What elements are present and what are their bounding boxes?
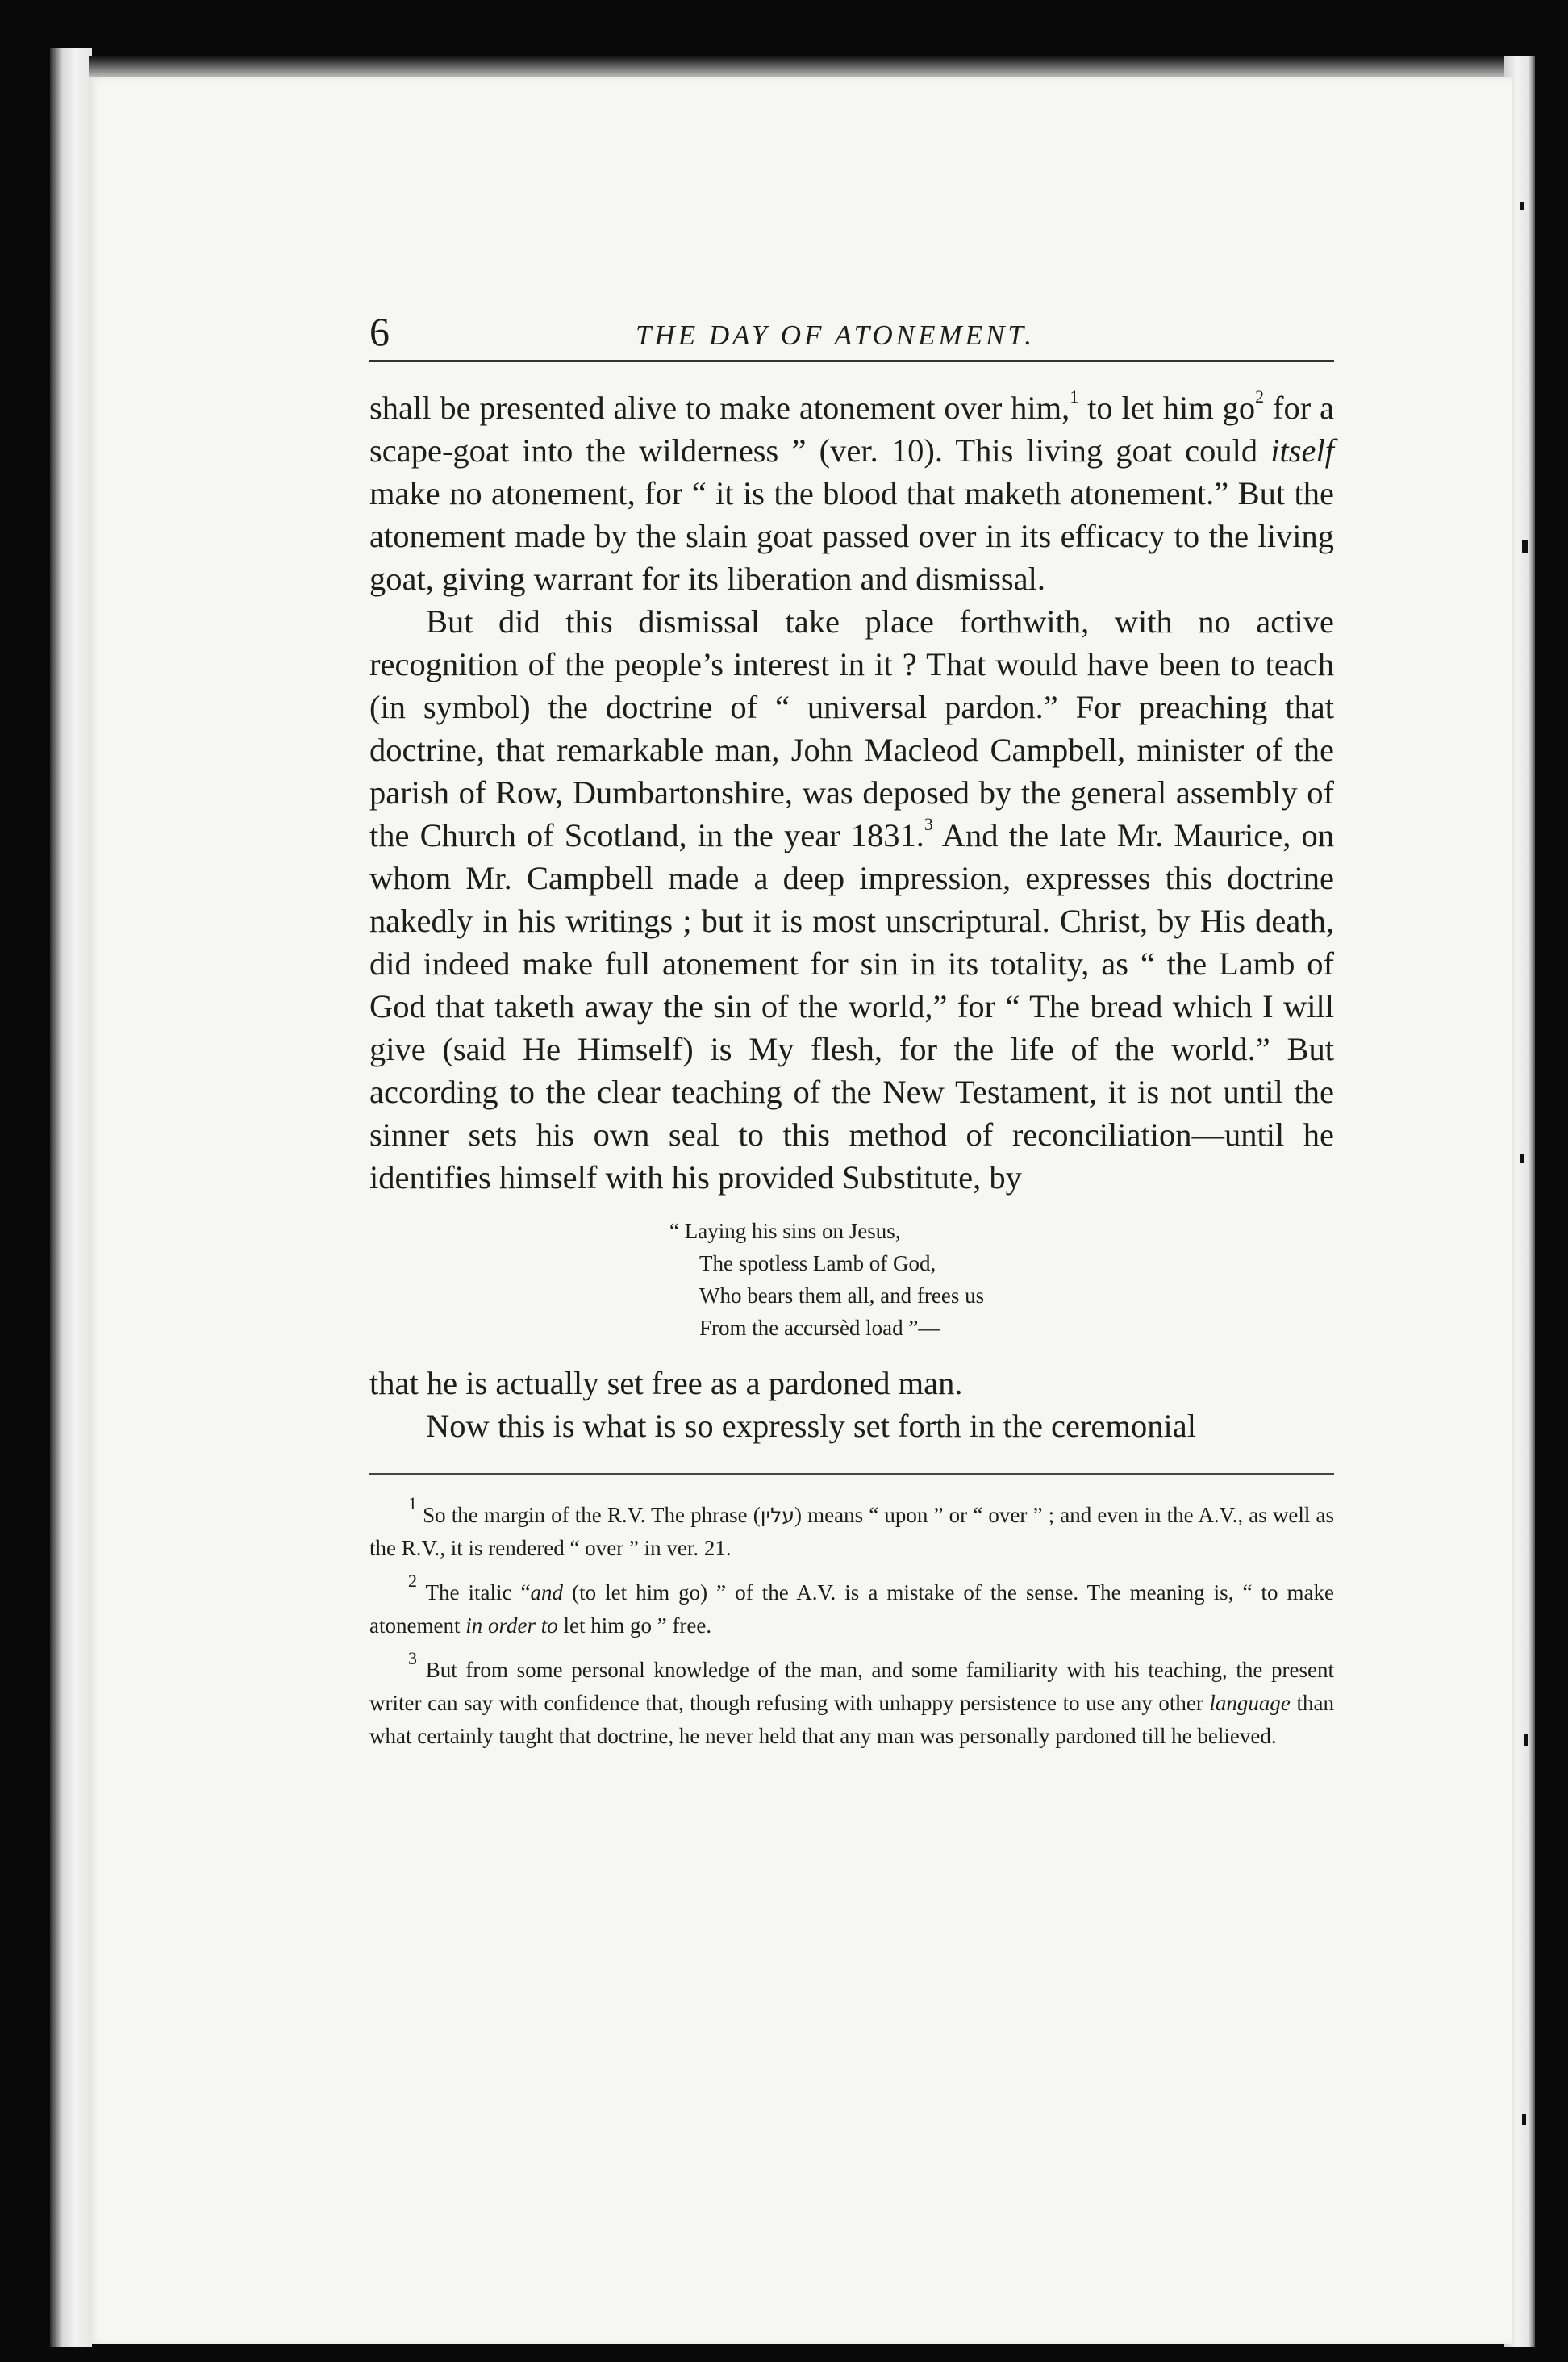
page-number: 6 [369,309,390,354]
paragraph-4: Now this is what is so expressly set forth in the ceremonial [426,1408,1196,1444]
paragraph-2 [369,600,1334,1199]
page-header [369,303,1334,362]
footnote-ref-3: 3 [924,813,933,834]
footnote-2-text-a: The italic “ [417,1580,531,1605]
hebrew-word: עלין [760,1504,794,1527]
verse-line-4: From the accursèd load ”— [699,1316,940,1340]
footnote-1-text-a: So the margin of the R.V. The phrase ( [417,1503,761,1527]
footnote-1-mark: 1 [408,1493,417,1513]
footnote-2-text-b: (to let him go) ” of the A.V. is a mistake of the sense. The meaning is, “ to make atonement [369,1580,1334,1638]
p2-text-a: But did this dismissal take place forthwith, with no active recognition of the people’s interest in it ? That would have been to teach (in symbol) the doctrine of “ universal pardon.” For preaching that doctrine, that remarkable man, John Macleod Campbell, minister of the parish of Row, Dumbartonshire, was deposed by the general assembly of the Church of Scotland, in the year 1831. [369,603,1334,853]
verse-line-2: The spotless Lamb of God, [699,1251,936,1275]
footnote-2-text-c: let him go ” free. [557,1613,712,1638]
footnote-2-italic-2: in order to [465,1613,558,1638]
footnote-ref-1: 1 [1070,386,1079,407]
left-page-edge [50,48,92,2347]
p1-text-a: shall be presented alive to make atonement over him, [369,390,1070,426]
hymn-quotation [669,1215,1334,1344]
p1-text-c: for a scape-goat into the wilderness ” (ver. 10). This living goat could [369,390,1334,469]
page-sheet [89,77,1512,2344]
paragraph-3: that he is actually set free as a pardoned man. [369,1365,963,1401]
body-text [369,386,1334,1447]
page-content [369,303,1334,1764]
p2-text-b: And the late Mr. Maurice, on whom Mr. Campbell made a deep impression, expresses this doctrine nakedly in his writings ; but it is most unscriptural. Christ, by His death, did indeed make full atonement for sin in its totality, as “ the Lamb of God that taketh away the sin of the world,” for “ The bread which I will give (said He Himself) is My flesh, for the life of the world.” But according to the clear teaching of the New Testament, it is not until the sinner sets his own seal to this method of reconciliation—until he identifies himself with his provided Substitute, by [369,817,1334,1196]
footnote-2 [369,1571,1334,1642]
paragraph-1 [369,386,1334,600]
footnote-1 [369,1493,1334,1565]
p1-italic: itself [1270,432,1334,469]
footnote-3-text-a: But from some personal knowledge of the man, and some familiarity with his teaching, the present writer can say with confidence that, though refusing with unhappy persistence to use any other [369,1658,1334,1715]
footnote-2-italic-1: and [530,1580,564,1605]
footnote-3 [369,1648,1334,1753]
footnote-2-mark: 2 [408,1571,417,1591]
footnote-ref-2: 2 [1255,386,1265,407]
verse-line-3: Who bears them all, and frees us [699,1283,985,1308]
p1-text-b: to let him go [1078,390,1256,426]
footnote-3-italic: language [1209,1691,1291,1715]
footnote-1-text-b: ) means “ upon ” or “ over ” ; and even in the A.V., as well as the R.V., it is rendered “ over ” in ver. 21. [369,1503,1334,1560]
footnote-3-text-b: than what certainly taught that doctrine, he never held that any man was personally pardoned till he believed. [369,1691,1334,1748]
footnote-3-mark: 3 [408,1648,417,1668]
verse-line-1: “ Laying his sins on Jesus, [669,1219,901,1243]
footnote-divider [369,1473,1334,1475]
running-head: THE DAY OF ATONEMENT. [636,319,1035,351]
p1-text-d: make no atonement, for “ it is the blood that maketh atonement.” But the atonement made by the slain goat passed over in its efficacy to the living goat, giving warrant for its liberation and dismissal. [369,475,1334,597]
footnotes [369,1493,1334,1753]
